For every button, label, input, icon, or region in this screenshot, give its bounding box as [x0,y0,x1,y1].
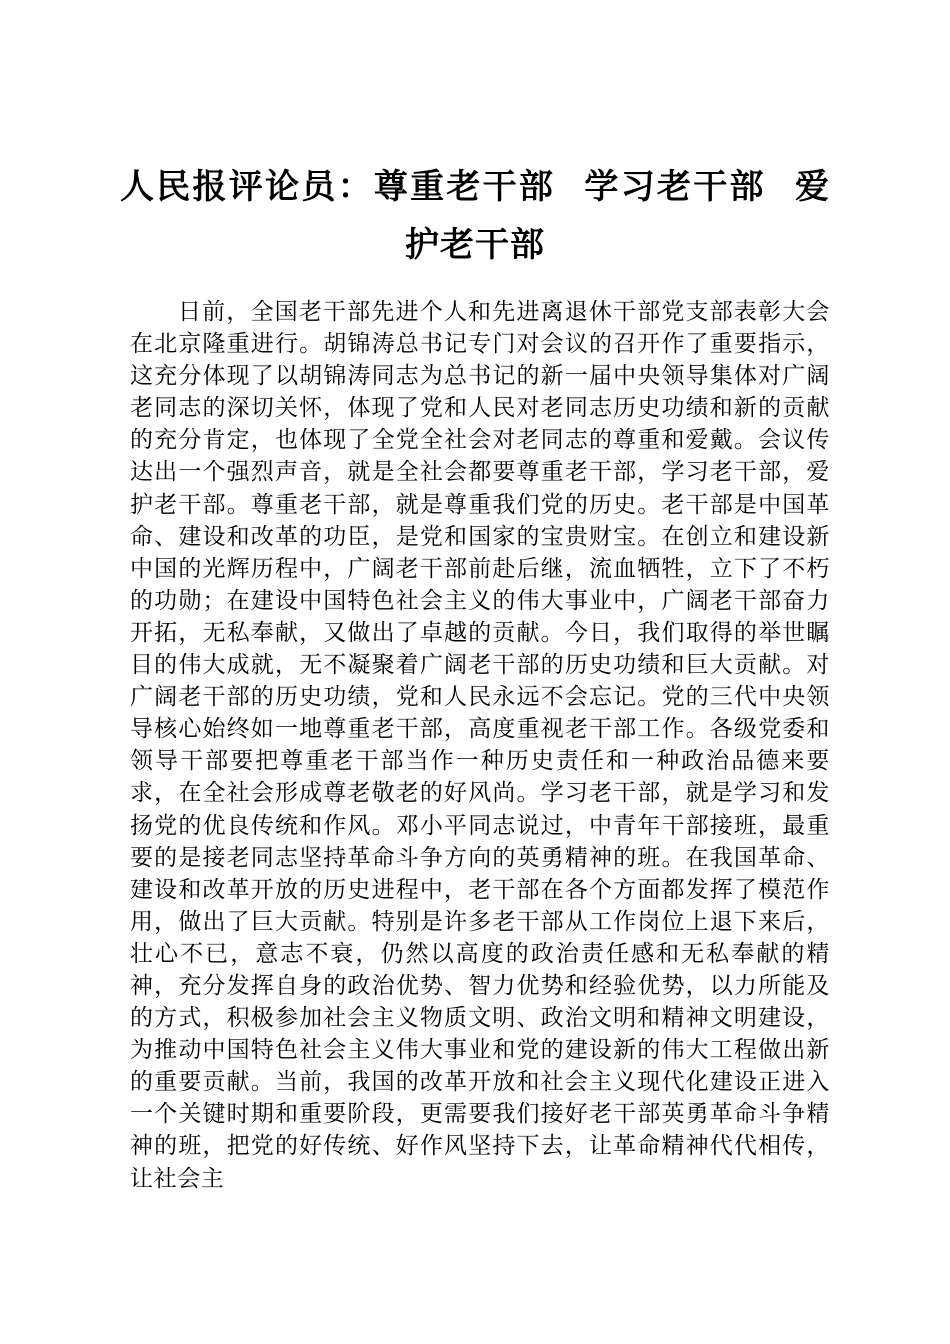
title-part-3: 爱护老干部 [405,167,831,265]
body-paragraph: 日前，全国老干部先进个人和先进离退休干部党支部表彰大会在北京隆重进行。胡锦涛总书记专门对会议的召开作了重要指示，这充分体现了以胡锦涛同志为总书记的新一届中央领导集体对广阔老同志的深切关怀，体现了党和人民对老同志历史功绩和新的贡献的充分肯定，也体现了全党全社会对老同志的尊重和爱戴。会议传达出一个强烈声音，就是全社会都要尊重老干部，学习老干部，爱护老干部。尊重老干部，就是尊重我们党的历史。老干部是中国革命、建设和改革的功臣，是党和国家的宝贵财宝。在创立和建设新中国的光辉历程中，广阔老干部前赴后继，流血牺牲，立下了不朽的功勋；在建设中国特色社会主义的伟大事业中，广阔老干部奋力开拓，无私奉献，又做出了卓越的贡献。今日，我们取得的举世瞩目的伟大成就，无不凝聚着广阔老干部的历史功绩和巨大贡献。对广阔老干部的历史功绩，党和人民永远不会忘记。党的三代中央领导核心始终如一地尊重老干部，高度重视老干部工作。各级党委和领导干部要把尊重老干部当作一种历史责任和一种政治品德来要求，在全社会形成尊老敬老的好风尚。学习老干部，就是学习和发扬党的优良传统和作风。邓小平同志说过，中青年干部接班，最重要的是接老同志坚持革命斗争方向的英勇精神的班。在我国革命、建设和改革开放的历史进程中，老干部在各个方面都发挥了模范作用，做出了巨大贡献。特别是许多老干部从工作岗位上退下来后，壮心不已，意志不衰，仍然以高度的政治责任感和无私奉献的精神，充分发挥自身的政治优势、智力优势和经验优势，以力所能及的方式，积极参加社会主义物质文明、政治文明和精神文明建设，为推动中国特色社会主义伟大事业和党的建设新的伟大工程做出新的重要贡献。当前，我国的改革开放和社会主义现代化建设正进入一个关键时期和重要阶段，更需要我们接好老干部英勇革命斗争精神的班，把党的好传统、好作风坚持下去，让革命精神代代相传，让社会主 [130,299,830,1192]
document-title [120,158,830,274]
title-part-1: 人民报评论员：尊重老干部 [120,167,556,207]
title-part-2: 学习老干部 [583,167,766,207]
